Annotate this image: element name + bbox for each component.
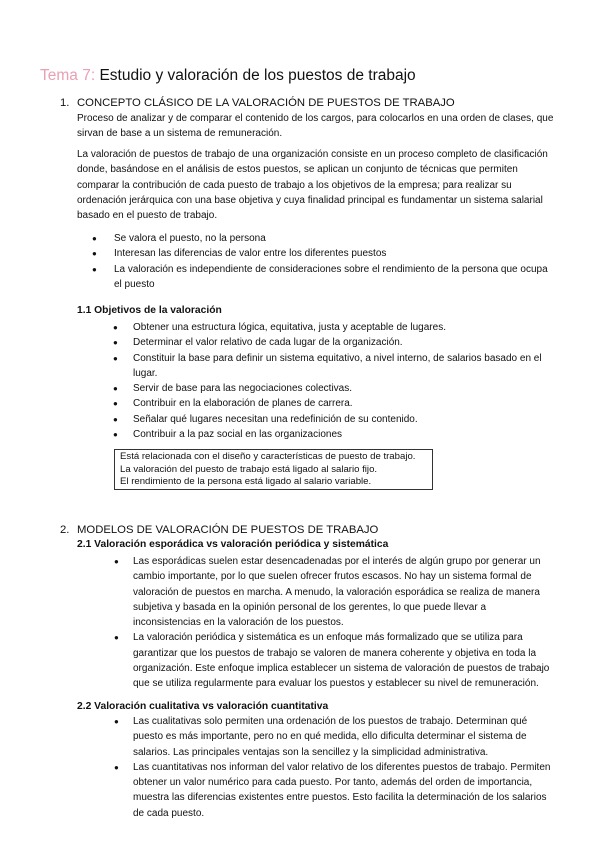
list-item: ● Las esporádicas suelen estar desencadenadas por el interés de algún grupo por generar un cambio importante, por lo que suelen ofrecer frutos escasos. No hay un sistema formal de valoración de puestos en marcha. A menudo, la valoración esporádica se realiza de manera subjetiva y basada en la opinión personal de los gerentes, lo que puede llevar a inconsistencias en la valoración de los puestos.	[114, 556, 541, 629]
section-2-number: 2.	[60, 524, 70, 536]
objectives-bullet-list	[113, 320, 548, 442]
bullet-icon: ●	[114, 633, 119, 643]
summary-line: Está relacionada con el diseño y características de puesto de trabajo.	[120, 451, 416, 462]
section-2-title: MODELOS DE VALORACIÓN DE PUESTOS DE TRABAJO	[77, 524, 379, 536]
list-item: ● Obtener una estructura lógica, equitativa, justa y aceptable de lugares.	[133, 320, 548, 335]
section-1-heading	[60, 97, 455, 109]
section-1-paragraph-2: La valoración de puestos de trabajo de una organización consiste en un proceso completo de clasificación donde, basándose en el análisis de estos puestos, se aplican un conjunto de técnicas que permiten comparar la contribución de cada puesto de trabajo a los objetivos de la empresa; para realizar su ordenación jerárquica con una base objetiva y cuya finalidad principal es fundamentar un sistema salarial basado en el puesto de trabajo.	[77, 149, 548, 222]
list-item: ● Constituir la base para definir un sistema equitativo, a nivel interno, de salarios basado en el lugar.	[113, 352, 542, 379]
section-2-heading	[60, 524, 378, 536]
bullet-icon: ●	[92, 264, 97, 274]
summary-box	[114, 449, 433, 490]
list-item: ● Contribuir a la paz social en las organizaciones	[133, 427, 548, 442]
bullet-icon: ●	[113, 399, 118, 409]
bullet-icon: ●	[92, 249, 97, 259]
page-title	[40, 67, 416, 85]
bullet-icon: ●	[113, 338, 118, 348]
section-1-bullet-list	[92, 231, 554, 292]
section-1-paragraph-1: Proceso de analizar y de comparar el contenido de los cargos, para colocarlos en una orden de clases, que sirvan de base a un sistema de remuneración.	[77, 113, 554, 140]
bullet-icon: ●	[113, 414, 118, 424]
bullet-icon: ●	[113, 384, 118, 394]
subsection-2-2-heading: 2.2 Valoración cualitativa vs valoración cuantitativa	[77, 701, 329, 712]
bullet-icon: ●	[92, 234, 97, 243]
list-item: ● Las cualitativas solo permiten una ordenación de los puestos de trabajo. Determinan qué puesto es más importante, pero no en qué medida, ello dificulta determinar el sistema de salarios. Las principales ventajas son la sencillez y la simplicidad administrativa.	[114, 716, 528, 758]
list-item: ● La valoración es independiente de consideraciones sobre el rendimiento de la persona que ocupa el puesto	[92, 263, 548, 290]
bullet-icon: ●	[114, 762, 119, 772]
list-item: ● Servir de base para las negociaciones colectivas.	[133, 381, 548, 396]
bullet-icon: ●	[113, 353, 118, 363]
bullet-icon: ●	[114, 557, 119, 566]
list-item: ● Interesan las diferencias de valor entre los diferentes puestos	[114, 246, 554, 261]
subsection-2-1-bullet-list	[114, 554, 553, 692]
list-item: ● Señalar qué lugares necesitan una redefinición de su contenido.	[133, 412, 548, 427]
section-1-number: 1.	[60, 97, 70, 109]
summary-line: La valoración del puesto de trabajo está ligado al salario fijo.	[120, 463, 378, 475]
subsection-2-2-bullet-list	[114, 714, 553, 821]
bullet-icon: ●	[113, 323, 118, 332]
bullet-icon: ●	[114, 717, 119, 726]
list-item: ● Determinar el valor relativo de cada lugar de la organización.	[133, 335, 548, 350]
subsection-2-1-heading: 2.1 Valoración esporádica vs valoración periódica y sistemática	[77, 539, 389, 550]
summary-line: El rendimiento de la persona está ligado al salario variable.	[120, 476, 372, 488]
title-text: Estudio y valoración de los puestos de trabajo	[99, 67, 416, 84]
subsection-1-1-heading: 1.1 Objetivos de la valoración	[77, 305, 222, 316]
list-item: ● La valoración periódica y sistemática es un enfoque más formalizado que se utiliza para garantizar que los puestos de trabajo se valoren de manera coherente y objetiva en toda la organización. Este enfoque implica establecer un sistema de valoración de puestos de trabajo que se utiliza regularmente para evaluar los puestos y establecer su nivel de remuneración.	[114, 632, 550, 690]
title-label: Tema 7:	[40, 67, 96, 84]
list-item: ● Contribuir en la elaboración de planes de carrera.	[133, 396, 548, 411]
list-item: ● Se valora el puesto, no la persona	[114, 231, 554, 246]
section-1-title: CONCEPTO CLÁSICO DE LA VALORACIÓN DE PUESTOS DE TRABAJO	[77, 97, 455, 109]
list-item: ● Las cuantitativas nos informan del valor relativo de los diferentes puestos de trabajo. Permiten obtener un valor numérico para cada puesto. Por tanto, además del orden de importancia, muestra las diferencias existentes entre puestos. Esto facilita la determinación de los salarios de cada puesto.	[114, 761, 551, 819]
bullet-icon: ●	[113, 430, 118, 440]
